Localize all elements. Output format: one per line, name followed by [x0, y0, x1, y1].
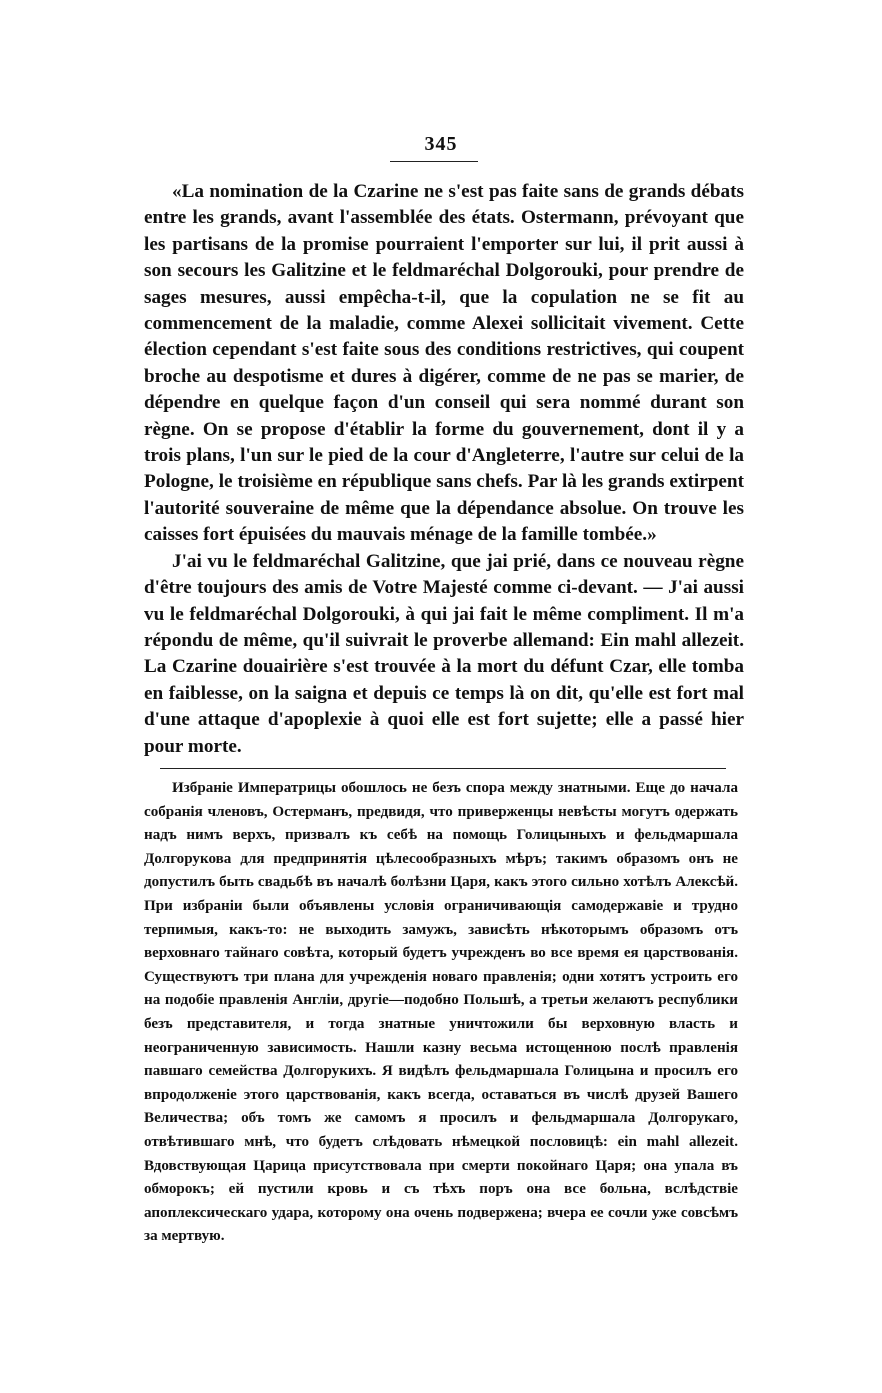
- french-paragraph-2: J'ai vu le feldmaréchal Galitzine, que jai prié, dans ce nouveau règne d'être toujours des amis de Votre Majesté comme ci-devant. — J'ai aussi vu le feldmaréchal Dolgorouki, à qui jai fait le même compliment. Il m'a répondu de même, qu'il suivrait le proverbe allemand: Ein mahl allezeit. La Czarine douairière s'est trouvée à la mort du défunt Czar, elle tomba en faiblesse, on la saigna et depuis ce temps là on dit, qu'elle est fort mal d'une attaque d'apoplexie à quoi elle est fort sujette; elle a passé hier pour morte.: [144, 550, 744, 757]
- french-paragraph-1: «La nomination de la Czarine ne s'est pas faite sans de grands débats entre les grands, avant l'assemblée des états. Ostermann, prévoyant que les partisans de la promise pourraient l'emporter sur lui, il prit aussi à son secours les Galitzine et le feldmaréchal Dolgorouki, pour prendre de sages mesures, aussi empêcha-t-il, que la copulation ne se fit au commencement de la maladie, comme Alexei sollicitait vivement. Cette élection cependant s'est faite sous des conditions restrictives, qui coupent broche au despotisme et dures à digérer, comme de ne pas se marier, de dépendre en quelque façon d'un conseil qui sera nommé durant son règne. On se propose d'établir la forme du gouvernement, dont il y a trois plans, l'un sur le pied de la cour d'Angleterre, l'autre sur celui de la Pologne, le troisième en république sans chefs. Par là les grands extirpent l'autorité souveraine de même que la dépendance absolue. On trouve les caisses fort épuisées du mauvais ménage de la famille tombée.»: [144, 181, 744, 546]
- french-text-block: [144, 179, 744, 760]
- russian-paragraph-1: Избраніе Императрицы обошлось не безъ спора между знатными. Еще до начала собранія членовъ, Остерманъ, предвидя, что приверженцы невѣсты могутъ одержать надъ нимъ верхъ, призвалъ къ себѣ на помощь Голицыныхъ и фельдмаршала Долгорукова для предпринятія цѣлесообразныхъ мѣръ; такимъ образомъ онъ не допустилъ быть свадьбѣ въ началѣ болѣзни Царя, какъ этого сильно хотѣлъ Алексѣй. При избраніи были объявлены условія ограничивающія самодержавіе и трудно терпимыя, какъ-то: не выходить замужъ, зависѣть нѣкоторымъ образомъ отъ верховнаго тайнаго совѣта, который будетъ учрежденъ во все время ея царствованія. Существуютъ три плана для учрежденія новаго правленія; одни хотятъ устроить его на подобіе правленія Англіи, другіе—подобно Польшѣ, а третьи желаютъ республики безъ представителя, и тогда знатные уничтожили бы верховную власть и неограниченную зависимость. Нашли казну весьма истощенною послѣ правленія павшаго семейства Долгорукихъ. Я видѣлъ фельдмаршала Голицына и просилъ его впродолженіе этого царствованія, какъ всегда, оставаться въ числѣ друзей Вашего Величества; объ томъ же самомъ я просилъ и фельдмаршала Долгорукаго, отвѣтившаго мнѣ, что будетъ слѣдовать нѣмецкой пословицѣ: ein mahl allezeit. Вдовствующая Царица присутствовала при смерти покойнаго Царя; она упала въ обморокъ; ей пустили кровь и съ тѣхъ поръ она все больна, вслѣдствіе апоплексическаго удара, которому она очень подвержена; вчера ее сочли уже совсѣмъ за мертвую.: [144, 780, 738, 1245]
- russian-translation-block: [144, 777, 738, 1249]
- page-number-rule: [390, 161, 478, 162]
- footnote-divider: [160, 768, 726, 769]
- page-number: 345: [424, 133, 458, 155]
